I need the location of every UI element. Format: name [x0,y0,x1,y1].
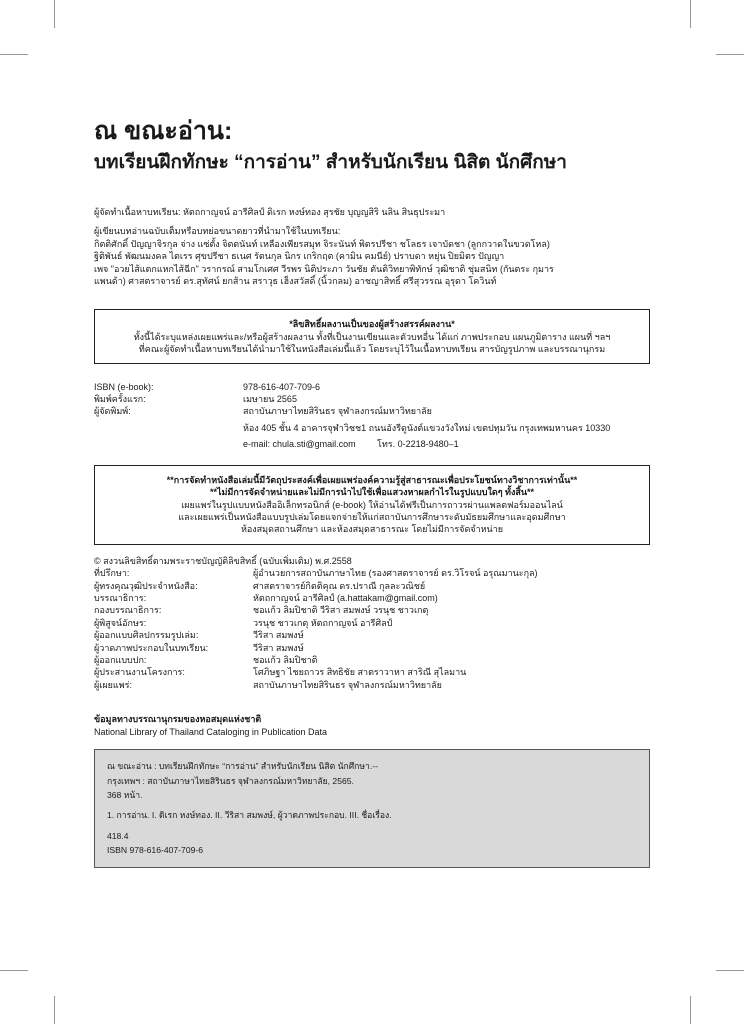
content-authors: ผู้จัดทำเนื้อหาบทเรียน: หัตถกาญจน์ อารีศิลป์ ดิเรก หงษ์ทอง สุรชัย บุญญสิริ นลิน สินธุประมา [94,207,446,217]
writers-line: แพนด้า) ศาสตราจารย์ ดร.สุทัศน์ ยกส้าน สราวุธ เฮ็งสวัสดิ์ (นิ้วกลม) อาชญาสิทธิ์ ศรีสุวรรณ อุรุดา โควินท์ [94,276,497,287]
staff-role-label: กองบรรณาธิการ: [94,605,162,616]
notice-line: **ไม่มีการจัดจำหน่ายและไม่มีการนำไปใช้เพื่อแสวงหาผลกำไรในรูปแบบใดๆ ทั้งสิ้น** [209,487,535,498]
credits-section [94,206,650,287]
writers-line: ฐิติพันธ์ พัฒนมงคล ไตเรร ศุขปรีชา ธเนศ รัตนกุล นิกร เกริกฤต (คามิน คมนีย์) ปราบดา หยุ่น ปิยมิตร ปัญญา [94,251,505,262]
crop-mark [0,54,28,55]
notice-line: ห้องสมุดสถานศึกษา และห้องสมุดสาธารณะ โดยไม่มีการจัดจำหน่าย [240,524,504,535]
crop-mark [716,54,744,55]
catalog-line: ณ ขณะอ่าน : บทเรียนฝึกทักษะ “การอ่าน” สำหรับนักเรียน นิสิต นักศึกษา.-- [107,761,378,772]
staff-role-label: ผู้วาดภาพประกอบในบทเรียน: [94,642,209,653]
staff-role-label: บรรณาธิการ: [94,592,147,603]
publisher-label: ผู้จัดพิมพ์: [94,406,131,417]
staff-role-value: สถาบันภาษาไทยสิรินธร จุฬาลงกรณ์มหาวิทยาลัย [253,679,442,690]
staff-role-value: หัตถกาญจน์ อารีศิลป์ (a.hattakam@gmail.com) [253,592,438,603]
publisher-value: สถาบันภาษาไทยสิรินธร จุฬาลงกรณ์มหาวิทยาลัย [243,406,432,417]
page-title: ณ ขณะอ่าน: [94,117,233,145]
notice-line: และเผยแพร่เป็นหนังสือแบบรูปเล่มโดยแจกจ่ายให้แก่สถาบันการศึกษาระดับมัธยมศึกษาและอุดมศึกษา [178,511,566,522]
publisher-email: e-mail: chula.sti@gmail.com [243,439,356,450]
writers-line: เพจ "อวยไส้แตกแหกไส้ฉีก" วรากรณ์ สามโกเศศ วีรพร นิติประภา วันชัย ตันติวิทยาพิทักษ์ วุฒิชาติ ชุ่มสนิท (กันตระ กุมาร [94,263,554,274]
catalog-line: 1. การอ่าน. I. ดิเรก หงษ์ทอง. II. วีริสา สมพงษ์, ผู้วาดภาพประกอบ. III. ชื่อเรื่อง. [107,810,392,821]
staff-role-label: ผู้ทรงคุณวุฒิประจำหนังสือ: [94,580,198,591]
staff-role-value: โศภิษฐา ไชยถาวร สิทธิชัย สาตราวาหา สาริณี สุไลมาน [253,667,467,678]
catalog-line: 368 หน้า. [107,790,143,800]
catalog-line: 418.4 [107,830,129,841]
writers-line: กิตติศักดิ์ ปัญญาจิรกุล จ่าง แซ่ตั้ง จิตตนันท์ เหลืองเพียรสมุท จิระนันท์ พิตรปรีชา ชโลธร เจาบัดชา (ลูกกวาดในขวดโหล) [94,238,550,249]
staff-role-label: ผู้พิสูจน์อักษร: [94,617,147,628]
writers-heading: ผู้เขียนบทอ่านฉบับเต็มหรือบทย่อขนาดยาวที่นำมาใช้ในบทเรียน: [94,226,341,237]
staff-role-value: วีริสา สมพงษ์ [253,630,304,641]
print-label: พิมพ์ครั้งแรก: [94,394,146,405]
staff-role-label: ผู้ประสานงานโครงการ: [94,667,185,678]
staff-role-value: ศาสตราจารย์กิตติคุณ ดร.ปราณี กุลละวณิชย์ [253,580,426,591]
staff-role-value: ชอแก้ว ลิมปิชาติ [253,654,318,665]
crop-mark [716,970,744,971]
staff-role-label: ผู้ออกแบบปก: [94,654,147,665]
isbn-value: 978-616-407-709-6 [243,381,321,392]
copyright-box-line: ทั้งนี้ได้ระบุแหล่งเผยแพร่และ/หรือผู้สร้างผลงาน ทั้งที่เป็นงานเขียนและตัวบทอื่น ได้แก่ ภาพประกอบ แผนภูมิตาราง แผนที่ ฯลฯ [133,331,611,342]
publication-info [94,381,650,451]
notice-line: **การจัดทำหนังสือเล่มนี้มีวัตถุประสงค์เพื่อเผยแพร่องค์ความรู้สู่สาธารณะเพื่อประโยชน์ทางวิชาการเท่านั้น** [166,474,578,485]
notice-line: เผยแพร่ในรูปแบบหนังสืออิเล็กทรอนิกส์ (e-book) ให้อ่านได้ฟรีเป็นการถาวรผ่านแพลตฟอร์มออนไลน์ [181,499,563,510]
staff-role-value: วีริสา สมพงษ์ [253,642,304,653]
staff-role-label: ที่ปรึกษา: [94,568,130,579]
catalog-line: กรุงเทพฯ : สถาบันภาษาไทยสิรินธร จุฬาลงกรณ์มหาวิทยาลัย, 2565. [107,775,354,786]
catalog-box [94,749,650,867]
staff-role-value: วรนุช ชาวเกตุ หัตถกาญจน์ อารีศิลป์ [253,617,393,628]
crop-mark [54,996,55,1024]
crop-mark [54,0,55,28]
publisher-phone: โทร. 0-2218-9480–1 [377,439,459,450]
staff-role-label: ผู้ออกแบบศิลปกรรมรูปเล่ม: [94,630,199,641]
staff-role-label: ผู้เผยแพร่: [94,679,132,690]
copyright-notice: © สงวนลิขสิทธิ์ตามพระราชบัญญัติลิขสิทธิ์ (ฉบับเพิ่มเติม) พ.ศ.2558 [94,555,352,566]
staff-role-value: ผู้อำนวยการสถาบันภาษาไทย (รองศาสตราจารย์ ดร.วิโรจน์ อรุณมานะกุล) [253,568,538,579]
catalog-heading-en: National Library of Thailand Cataloging in Publication Data [94,727,327,738]
page-subtitle: บทเรียนฝึกทักษะ “การอ่าน” สำหรับนักเรียน นิสิต นักศึกษา [94,152,567,173]
print-value: เมษายน 2565 [243,394,297,405]
copyright-box-heading: *ลิขสิทธิ์ผลงานเป็นของผู้สร้างสรรค์ผลงาน* [289,319,455,330]
copyright-page [94,116,650,868]
crop-mark [690,0,691,28]
copyright-box-line: ที่คณะผู้จัดทำเนื้อหาบทเรียนได้นำมาใช้ในหนังสือเล่มนี้แล้ว โดยระบุไว้ในเนื้อหาบทเรียน สารบัญรูปภาพ และบรรณานุกรม [138,344,606,355]
staff-list [94,567,650,691]
isbn-label: ISBN (e-book): [94,381,154,392]
publisher-address: ห้อง 405 ชั้น 4 อาคารจุฬาวิชช1 ถนนอังรีดูนังต์แขวงวังใหม่ เขตปทุมวัน กรุงเทพมหานคร 10330 [243,422,611,433]
crop-mark [690,996,691,1024]
copyright-box [94,309,650,363]
catalog-heading-th: ข้อมูลทางบรรณานุกรมของหอสมุดแห่งชาติ [94,714,262,725]
catalog-line: ISBN 978-616-407-709-6 [107,845,204,856]
catalog-heading [94,713,650,739]
crop-mark [0,970,28,971]
notice-box [94,465,650,545]
staff-section [94,555,650,691]
staff-role-value: ชอแก้ว ลิมปิชาติ วีริสา สมพงษ์ วรนุช ชาวเกตุ [253,605,429,616]
